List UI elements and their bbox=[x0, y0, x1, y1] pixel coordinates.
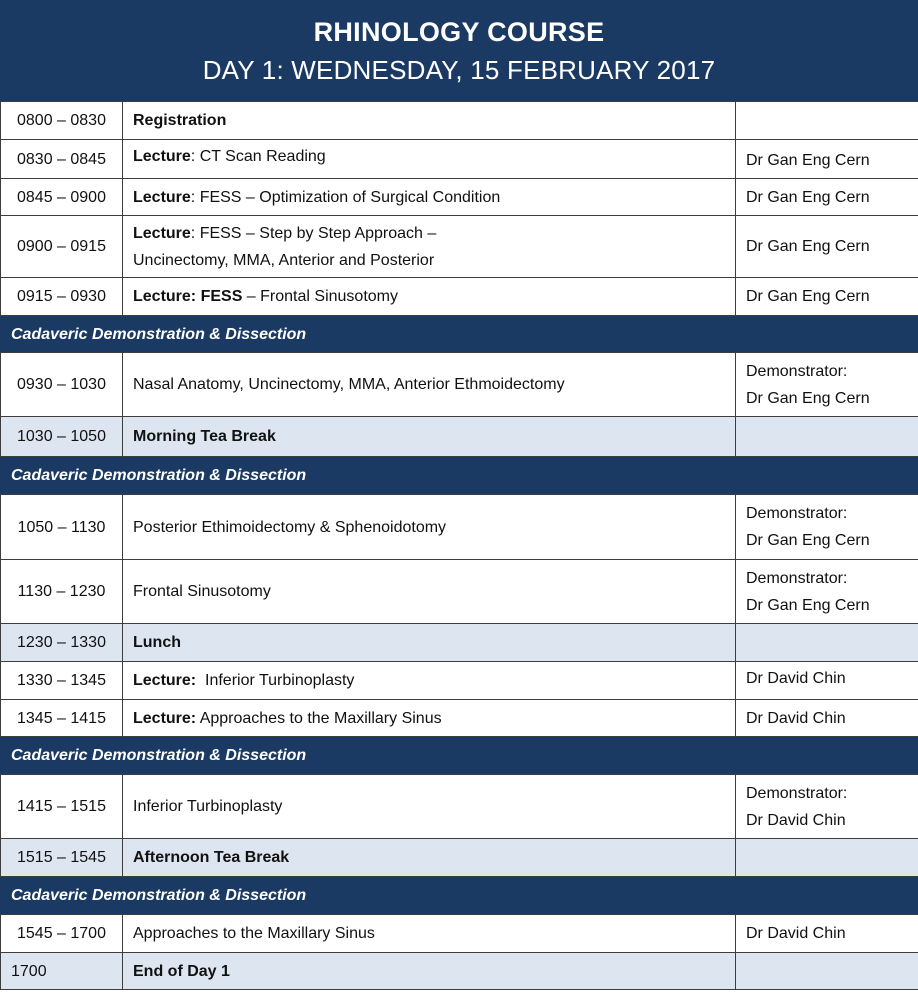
activity-cell bbox=[123, 839, 736, 877]
section-row bbox=[1, 457, 918, 495]
activity-label: Morning Tea Break bbox=[133, 428, 276, 445]
time-cell: 1050 – 1130 bbox=[1, 495, 123, 560]
time-cell: 0915 – 0930 bbox=[1, 278, 123, 316]
presenter-cell: Dr David Chin bbox=[736, 915, 918, 953]
time-cell: 1330 – 1345 bbox=[1, 662, 123, 700]
section-row bbox=[1, 737, 918, 775]
section-empty-cell bbox=[736, 457, 918, 495]
presenter-cell: Dr Gan Eng Cern bbox=[736, 140, 918, 179]
presenter-role: Demonstrator: bbox=[746, 784, 848, 802]
activity-label: Afternoon Tea Break bbox=[133, 849, 290, 866]
table-row bbox=[1, 216, 918, 278]
activity-cell: Inferior Turbinoplasty bbox=[123, 775, 736, 839]
table-row bbox=[1, 353, 918, 417]
activity-cell: Posterior Ethimoidectomy & Sphenoidotomy bbox=[123, 495, 736, 560]
time-cell: 0830 – 0845 bbox=[1, 140, 123, 179]
presenter-name: Dr Gan Eng Cern bbox=[746, 596, 870, 614]
presenter-cell: Dr Gan Eng Cern bbox=[736, 179, 918, 216]
activity-label: End of Day 1 bbox=[133, 962, 230, 980]
time-cell: 1345 – 1415 bbox=[1, 700, 123, 737]
lecture-prefix: Lecture: FESS bbox=[133, 288, 243, 305]
activity-text: : FESS – Step by Step Approach – bbox=[190, 224, 437, 242]
activity-text: : CT Scan Reading bbox=[190, 148, 326, 165]
section-title: Cadaveric Demonstration & Dissection bbox=[1, 316, 736, 353]
activity-cell bbox=[123, 662, 736, 700]
course-title: RHINOLOGY COURSE bbox=[313, 17, 605, 47]
time-cell: 0800 – 0830 bbox=[1, 102, 123, 140]
presenter-role: Demonstrator: bbox=[746, 362, 848, 380]
presenter-name: Dr Gan Eng Cern bbox=[746, 389, 870, 407]
lecture-prefix: Lecture bbox=[133, 188, 191, 206]
table-row bbox=[1, 102, 918, 140]
schedule-table bbox=[0, 101, 918, 990]
time-cell: 1700 bbox=[1, 953, 123, 990]
activity-cell bbox=[123, 102, 736, 140]
end-row bbox=[1, 953, 918, 990]
presenter-cell: Dr David Chin bbox=[736, 662, 918, 700]
table-row bbox=[1, 775, 918, 839]
presenter-cell bbox=[736, 495, 918, 560]
presenter-cell bbox=[736, 353, 918, 417]
activity-cell bbox=[123, 216, 736, 278]
activity-label: Registration bbox=[133, 112, 227, 129]
schedule-header bbox=[0, 0, 918, 101]
activity-text: Approaches to the Maxillary Sinus bbox=[196, 709, 442, 727]
table-row bbox=[1, 700, 918, 737]
presenter-name: Dr David Chin bbox=[746, 811, 846, 829]
activity-text: – Frontal Sinusotomy bbox=[242, 288, 398, 305]
time-cell: 1230 – 1330 bbox=[1, 624, 123, 662]
activity-text-line2: Uncinectomy, MMA, Anterior and Posterior bbox=[133, 251, 435, 269]
table-row bbox=[1, 278, 918, 316]
activity-cell bbox=[123, 278, 736, 316]
activity-cell bbox=[123, 624, 736, 662]
presenter-cell: Dr Gan Eng Cern bbox=[736, 216, 918, 278]
lecture-prefix: Lecture bbox=[133, 148, 191, 165]
section-title: Cadaveric Demonstration & Dissection bbox=[1, 737, 736, 775]
presenter-cell bbox=[736, 560, 918, 624]
activity-cell: Nasal Anatomy, Uncinectomy, MMA, Anterior Ethmoidectomy bbox=[123, 353, 736, 417]
section-row bbox=[1, 877, 918, 915]
activity-cell bbox=[123, 179, 736, 216]
activity-cell: Approaches to the Maxillary Sinus bbox=[123, 915, 736, 953]
time-cell: 0900 – 0915 bbox=[1, 216, 123, 278]
time-cell: 1415 – 1515 bbox=[1, 775, 123, 839]
section-empty-cell bbox=[736, 737, 918, 775]
lecture-prefix: Lecture bbox=[133, 224, 191, 242]
break-row bbox=[1, 839, 918, 877]
section-title: Cadaveric Demonstration & Dissection bbox=[1, 457, 736, 495]
table-row bbox=[1, 662, 918, 700]
presenter-cell bbox=[736, 102, 918, 140]
presenter-cell: Dr David Chin bbox=[736, 700, 918, 737]
activity-text: : FESS – Optimization of Surgical Condition bbox=[190, 188, 501, 206]
table-row bbox=[1, 495, 918, 560]
time-cell: 1545 – 1700 bbox=[1, 915, 123, 953]
time-cell: 0930 – 1030 bbox=[1, 353, 123, 417]
table-row bbox=[1, 179, 918, 216]
time-cell: 1515 – 1545 bbox=[1, 839, 123, 877]
section-row bbox=[1, 316, 918, 353]
section-empty-cell bbox=[736, 316, 918, 353]
presenter-cell bbox=[736, 775, 918, 839]
time-cell: 1030 – 1050 bbox=[1, 417, 123, 457]
break-row bbox=[1, 624, 918, 662]
presenter-role: Demonstrator: bbox=[746, 505, 848, 522]
time-cell: 0845 – 0900 bbox=[1, 179, 123, 216]
break-row bbox=[1, 417, 918, 457]
activity-cell bbox=[123, 700, 736, 737]
table-row bbox=[1, 140, 918, 179]
time-cell: 1130 – 1230 bbox=[1, 560, 123, 624]
activity-cell: Frontal Sinusotomy bbox=[123, 560, 736, 624]
activity-cell bbox=[123, 953, 736, 990]
presenter-role: Demonstrator: bbox=[746, 569, 848, 587]
presenter-cell bbox=[736, 624, 918, 662]
day-subtitle: DAY 1: WEDNESDAY, 15 FEBRUARY 2017 bbox=[202, 55, 716, 85]
presenter-cell bbox=[736, 839, 918, 877]
section-empty-cell bbox=[736, 877, 918, 915]
table-row bbox=[1, 560, 918, 624]
presenter-name: Dr Gan Eng Cern bbox=[746, 532, 870, 549]
presenter-cell: Dr Gan Eng Cern bbox=[736, 278, 918, 316]
table-row bbox=[1, 915, 918, 953]
presenter-cell bbox=[736, 953, 918, 990]
section-title: Cadaveric Demonstration & Dissection bbox=[1, 877, 736, 915]
lecture-prefix: Lecture: bbox=[133, 709, 197, 727]
activity-cell bbox=[123, 417, 736, 457]
activity-cell bbox=[123, 140, 736, 179]
presenter-cell bbox=[736, 417, 918, 457]
activity-label: Lunch bbox=[133, 634, 181, 651]
lecture-prefix: Lecture: bbox=[133, 672, 197, 689]
activity-text: Inferior Turbinoplasty bbox=[196, 672, 355, 689]
